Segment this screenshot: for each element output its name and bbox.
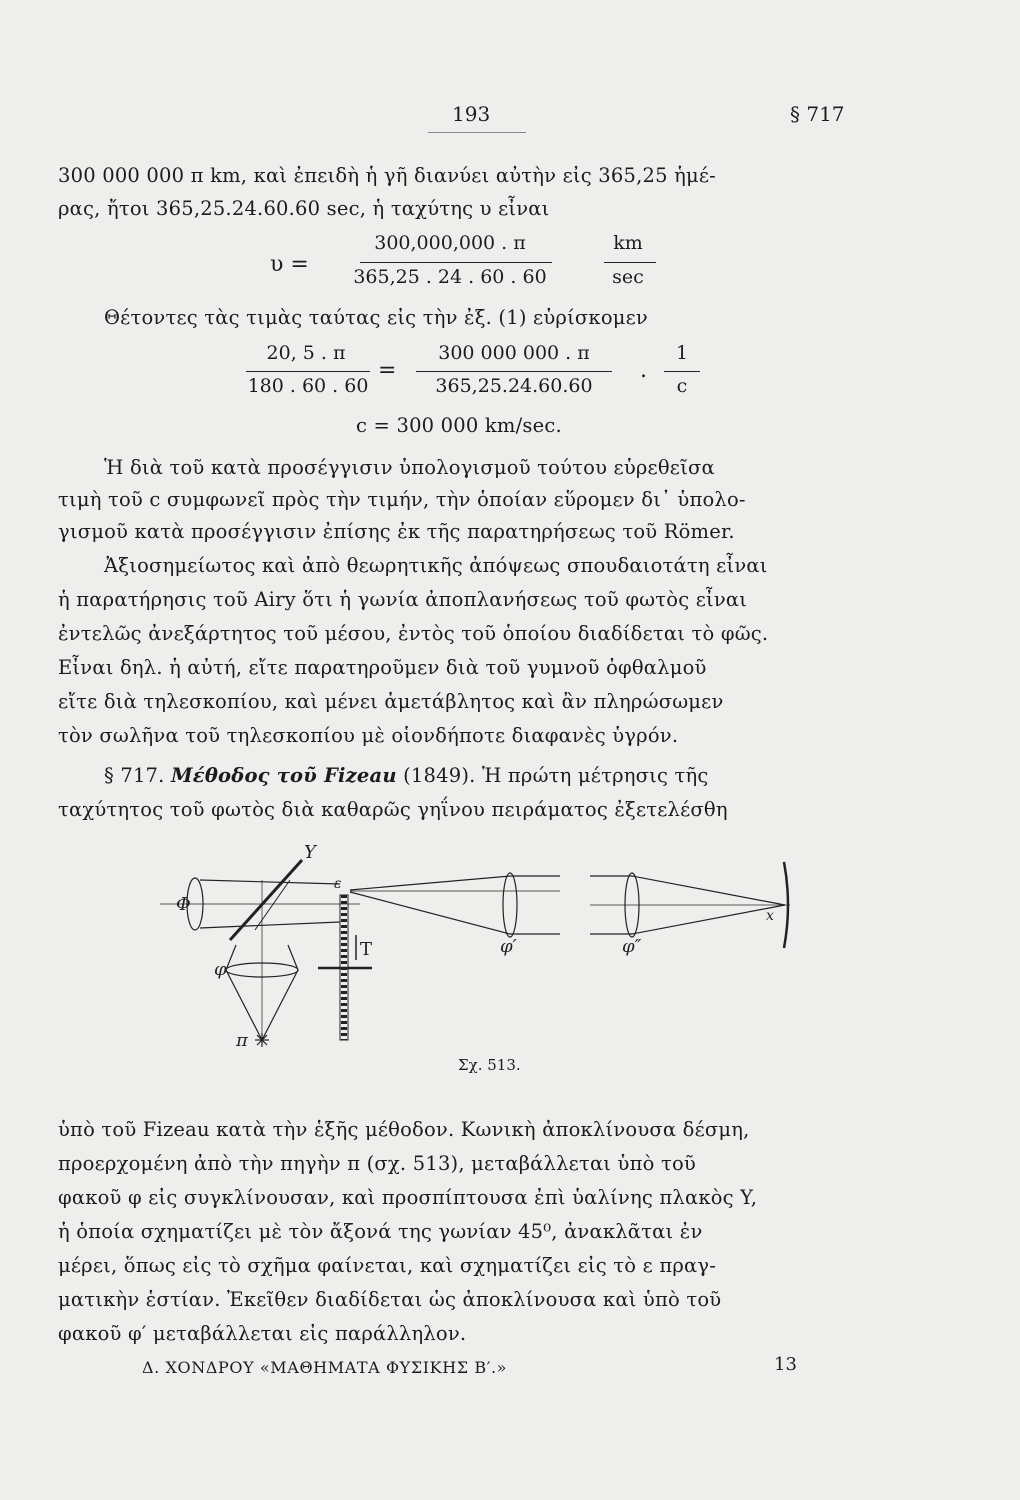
formula1-unit-num: km [613,232,643,254]
section-ref: § 717 [790,102,845,126]
text-line: ἡ ὁποία σχηματίζει μὲ τὸν ἄξονά της γωνίαν 45⁰, ἀνακλᾶται ἐν [58,1220,703,1243]
formula2-mid-den: 365,25.24.60.60 [435,375,593,397]
label-phi: φ [214,959,227,980]
formula1-unit-den: sec [612,266,644,288]
label-x: x [766,908,774,924]
label-phi-prime: φ′ [500,936,517,957]
text-line: τὸν σωλῆνα τοῦ τηλεσκοπίου μὲ οἱονδήποτε διαφανὲς ὑγρόν. [58,724,679,747]
cone-ray [262,970,298,1040]
label-t: T [360,939,373,960]
text-line: 300 000 000 π km, καὶ ἐπειδὴ ἡ γῆ διανύει αὐτὴν εἰς 365,25 ἡμέ- [58,164,716,187]
text-line: ἐντελῶς ἀνεξάρτητος τοῦ μέσου, ἐντὸς τοῦ ὁποίου διαδίδεται τὸ φῶς. [58,622,769,645]
formula1-lhs: υ = [270,252,309,277]
section-number: § 717. [104,764,165,787]
text-line: ταχύτητος τοῦ φωτὸς διὰ καθαρῶς γηΐνου πειράματος ἐξετελέσθη [58,798,728,821]
formula2-right-den: c [676,375,688,397]
ray [200,880,340,884]
label-eye: Φ [176,894,191,915]
text-line: μέρει, ὅπως εἰς τὸ σχῆμα φαίνεται, καὶ σχηματίζει εἰς τὸ ε πραγ- [58,1254,717,1277]
footer-book-title: Δ. ΧΟΝΔΡΟΥ «ΜΑΘΗΜΑΤΑ ΦΥΣΙΚΗΣ Β′.» [142,1358,508,1377]
ray [632,905,785,934]
text-line: τιμὴ τοῦ c συμφωνεῖ πρὸς τὴν τιμήν, τὴν ὁποίαν εὕρομεν δι᾽ ὑπολο- [58,488,746,511]
text-line: Ἡ διὰ τοῦ κατὰ προσέγγισιν ὑπολογισμοῦ τούτου εὑρεθεῖσα [104,456,715,479]
label-e: ε [334,876,342,892]
label-y: Y [304,842,316,863]
formula1-numerator: 300,000,000 . π [374,232,526,254]
label-phi-double-prime: φ″ [622,936,642,957]
formula2-right-num: 1 [675,342,689,364]
formula3: c = 300 000 km/sec. [356,414,562,437]
text-line: προερχομένη ἀπὸ τὴν πηγὴν π (σχ. 513), μεταβάλλεται ὑπὸ τοῦ [58,1152,696,1175]
text-line: εἴτε διὰ τηλεσκοπίου, καὶ μένει ἀμετάβλητος καὶ ἂν πληρώσωμεν [58,690,724,713]
text-line: Εἶναι δηλ. ἡ αὐτή, εἴτε παρατηροῦμεν διὰ τοῦ γυμνοῦ ὀφθαλμοῦ [58,656,707,679]
page-number: 193 [452,102,491,126]
formula1-denominator: 365,25 . 24 . 60 . 60 [353,266,547,288]
ray [632,876,785,905]
lens-phi-prime [503,873,517,937]
formula2-left-num: 20, 5 . π [266,342,346,364]
text-line: ματικὴν ἑστίαν. Ἐκεῖθεν διαδίδεται ὡς ἀποκλίνουσα καὶ ὑπὸ τοῦ [58,1288,722,1311]
ray [350,876,510,890]
footer-signature: 13 [774,1354,797,1375]
text-line: φακοῦ φ′ μεταβάλλεται εἰς παράλληλον. [58,1322,467,1345]
text-line: γισμοῦ κατὰ προσέγγισιν ἐπίσης ἐκ τῆς παρατηρήσεως τοῦ Römer. [58,520,735,543]
text-line: ὑπὸ τοῦ Fizeau κατὰ τὴν ἑξῆς μέθοδον. Κωνικὴ ἀποκλίνουσα δέσμη, [58,1118,750,1141]
formula2-mid-num: 300 000 000 . π [438,342,590,364]
formula2-dot: . [640,358,647,383]
ray [350,892,510,934]
glass-plate-y [230,860,302,940]
formula2-left-den: 180 . 60 . 60 [247,375,369,397]
figure-caption: Σχ. 513. [458,1056,521,1074]
text-line: ἡ παρατήρησις τοῦ Airy ὅτι ἡ γωνία ἀποπλανήσεως τοῦ φωτὸς εἶναι [58,588,748,611]
label-pi: π [236,1030,248,1051]
text-line: φακοῦ φ εἰς συγκλίνουσαν, καὶ προσπίπτουσα ἐπὶ ὑαλίνης πλακὸς Y, [58,1186,758,1209]
text-line: ρας, ἤτοι 365,25.24.60.60 sec, ἡ ταχύτης υ εἶναι [58,197,550,220]
text-line: Ἀξιοσημείωτος καὶ ἀπὸ θεωρητικῆς ἀπόψεως σπουδαιοτάτη εἶναι [104,554,768,577]
section-heading-rest: (1849). Ἡ πρώτη μέτρησις τῆς [396,764,709,787]
text-line: Θέτοντες τὰς τιμὰς ταύτας εἰς τὴν ἐξ. (1) εὑρίσκομεν [104,306,648,329]
ray [200,922,340,928]
section-title: Μέθοδος τοῦ Fizeau [170,764,397,787]
formula2-eq: = [378,358,397,383]
